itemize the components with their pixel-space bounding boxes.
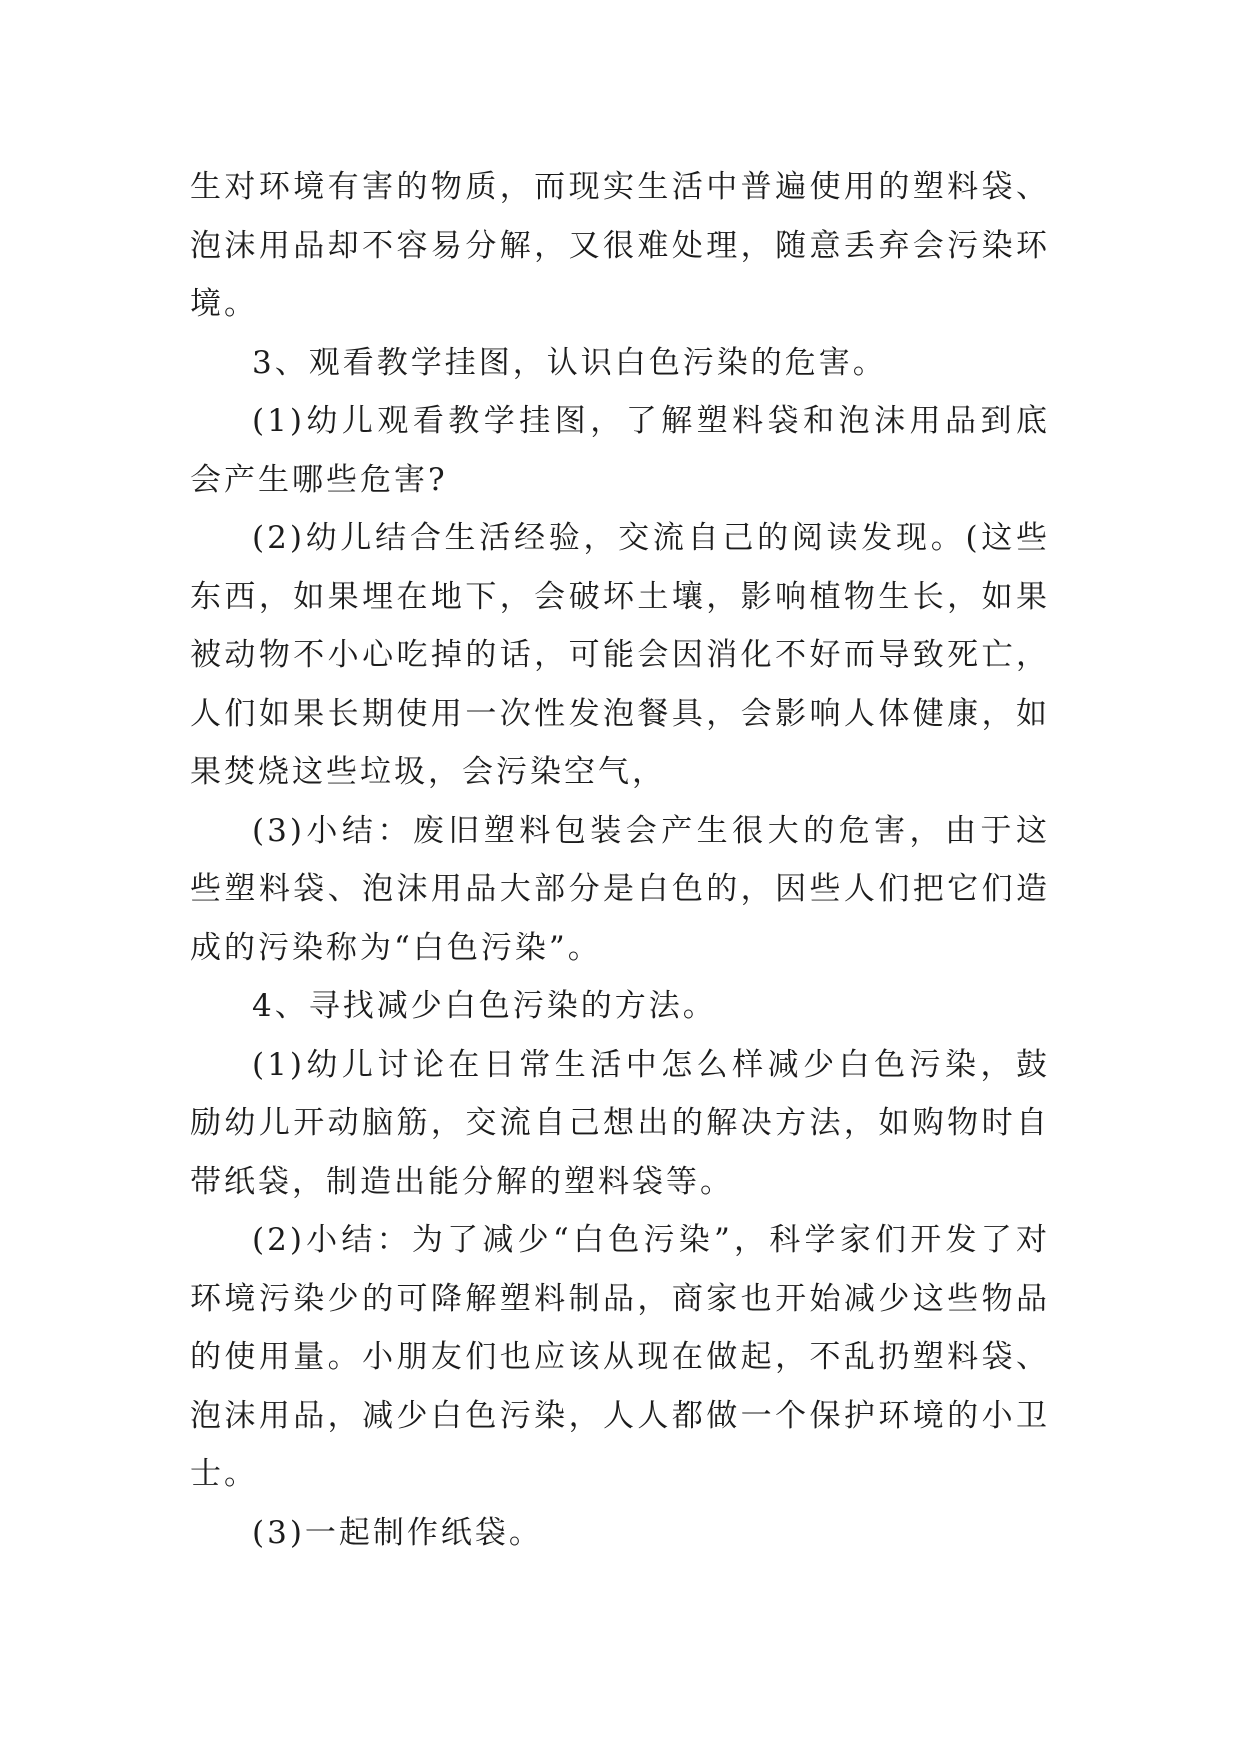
document-body xyxy=(190,158,1050,1562)
paragraph-step-3-heading: 3、观看教学挂图，认识白色污染的危害。 xyxy=(252,344,887,381)
paragraph-step-3-item-3: (3)小结：废旧塑料包装会产生很大的危害，由于这些塑料袋、泡沫用品大部分是白色的，因些人们把它们造成的污染称为“白色污染”。 xyxy=(190,812,1050,966)
paragraph-continuation: 生对环境有害的物质，而现实生活中普遍使用的塑料袋、泡沫用品却不容易分解，又很难处理，随意丢弃会污染环境。 xyxy=(190,169,1050,322)
paragraph-step-4-item-3: (3)一起制作纸袋。 xyxy=(252,1514,543,1551)
paragraph-step-4-item-2: (2)小结：为了减少“白色污染”，科学家们开发了对环境污染少的可降解塑料制品，商家也开始减少这些物品的使用量。小朋友们也应该从现在做起，不乱扔塑料袋、泡沫用品，减少白色污染，人人都做一个保护环境的小卫士。 xyxy=(190,1222,1050,1492)
paragraph-step-3-item-1: (1)幼儿观看教学挂图，了解塑料袋和泡沫用品到底会产生哪些危害? xyxy=(190,403,1050,498)
paragraph-step-3-item-2: (2)幼儿结合生活经验，交流自己的阅读发现。(这些东西，如果埋在地下，会破坏土壤，影响植物生长，如果被动物不小心吃掉的话，可能会因消化不好而导致死亡，人们如果长期使用一次性发泡餐具，会影响人体健康，如果焚烧这些垃圾，会污染空气， xyxy=(190,520,1050,790)
paragraph-step-4-item-1: (1)幼儿讨论在日常生活中怎么样减少白色污染，鼓励幼儿开动脑筋，交流自己想出的解决方法，如购物时自带纸袋，制造出能分解的塑料袋等。 xyxy=(190,1046,1050,1200)
paragraph-step-4-heading: 4、寻找减少白色污染的方法。 xyxy=(252,988,717,1024)
